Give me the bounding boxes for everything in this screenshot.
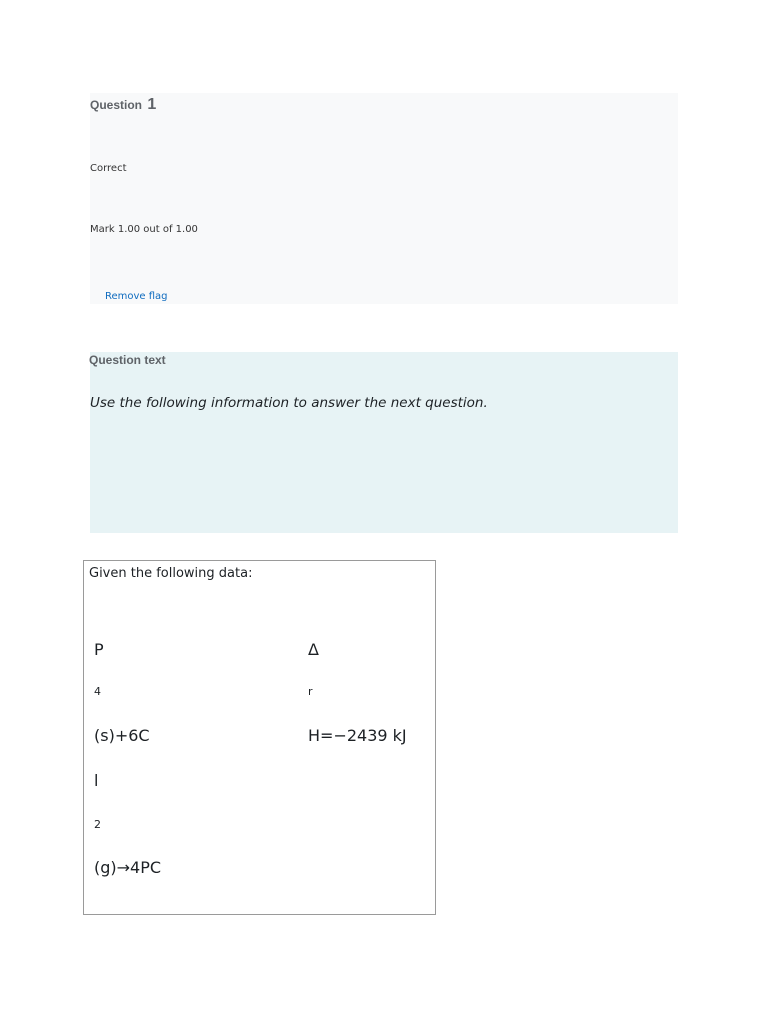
question-info-panel bbox=[90, 93, 678, 304]
enthalpy-fragment: Δ bbox=[308, 640, 319, 659]
equation-fragment: 4 bbox=[94, 685, 101, 698]
equation-fragment: 2 bbox=[94, 818, 101, 831]
question-number: 1 bbox=[147, 96, 157, 113]
enthalpy-fragment: H=−2439 kJ bbox=[308, 726, 407, 745]
data-intro: Given the following data: bbox=[89, 566, 253, 581]
question-number-heading bbox=[90, 96, 156, 114]
question-text-heading: Question text bbox=[89, 353, 166, 367]
question-text-panel bbox=[90, 352, 678, 533]
equation-fragment: (s)+6C bbox=[94, 726, 150, 745]
equation-fragment: (g)→4PC bbox=[94, 858, 162, 877]
enthalpy-fragment: r bbox=[308, 685, 313, 698]
given-data-box bbox=[83, 560, 436, 915]
equation-fragment: P bbox=[94, 640, 104, 659]
equation-fragment: l bbox=[94, 771, 99, 790]
question-state: Correct bbox=[90, 163, 127, 174]
question-label: Question bbox=[90, 98, 143, 112]
remove-flag-link[interactable]: Remove flag bbox=[105, 291, 168, 302]
question-text-line: Use the following information to answer the next question. bbox=[90, 395, 488, 411]
question-grade: Mark 1.00 out of 1.00 bbox=[90, 224, 198, 235]
